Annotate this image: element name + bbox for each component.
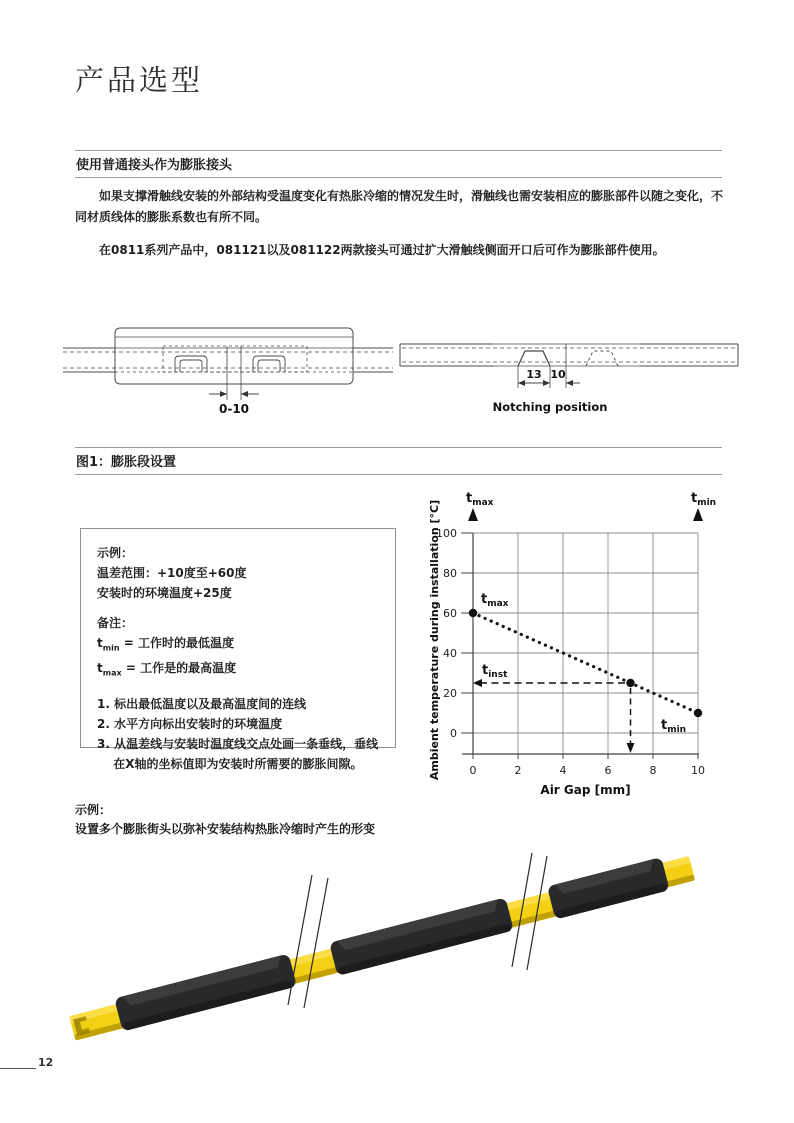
svg-text:0: 0 <box>469 764 477 777</box>
example-caption <box>75 801 375 839</box>
svg-text:2: 2 <box>514 764 522 777</box>
svg-text:tmin: $t_{min}$ <box>661 718 687 735</box>
page-number: 12 <box>38 1056 54 1069</box>
svg-text:10: 10 <box>691 764 705 777</box>
expansion-sleeve-1 <box>114 953 297 1031</box>
notebox-step-3: 3. 从温差线与安装时温度线交点处画一条垂线，垂线在X轴的坐标值即为安装时所需要的膨胀间隙。 <box>97 736 379 771</box>
gap-dimension-label: 0-10 <box>218 402 250 416</box>
dim-10-label: 10 <box>550 368 566 381</box>
svg-text:Ambient temperature during ins: Ambient temperature during installation [°C] <box>428 499 441 781</box>
notebox-step-2: 2. 水平方向标出安装时的环境温度 <box>97 716 283 731</box>
paragraph-thermal-expansion: 如果支撑滑触线安装的外部结构受温度变化有热胀冷缩的情况发生时，滑触线也需安装相应的膨胀部件以随之变化，不同材质线体的膨胀系数也有所不同。 <box>75 189 724 224</box>
notebox-install-line: 安装时的环境温度+25度 <box>97 586 232 600</box>
svg-text:tinst: $t_{inst}$ <box>482 663 508 680</box>
svg-text:40: 40 <box>443 647 457 660</box>
dim-13-label: 13 <box>526 368 542 381</box>
example-caption-text: 设置多个膨胀街头以弥补安装结构热胀冷缩时产生的形变 <box>75 822 376 836</box>
svg-text:tmax: $t_{max}$ <box>481 592 509 609</box>
dim13-arrow-left-icon <box>518 380 525 386</box>
svg-text:20: 20 <box>443 687 457 700</box>
notebox-step-1: 1. 标出最低温度以及最高温度间的连线 <box>97 696 307 711</box>
expansion-sleeve-3 <box>547 857 670 919</box>
example-note-box <box>80 528 396 771</box>
notebox-notes-title: 备注： <box>97 616 134 630</box>
dim13-arrow-right-icon <box>543 380 550 386</box>
paragraph-0811-series: 在0811系列产品中，081121以及081122两款接头可通过扩大滑触线侧面开口后可作为膨胀部件使用。 <box>99 243 665 257</box>
drawing-expansion-joint-left <box>63 312 393 417</box>
notching-position-caption: Notching position <box>492 400 608 414</box>
figure1-heading <box>75 447 722 475</box>
drawing-notching-position-right <box>398 312 740 417</box>
page-title: 产品选型 <box>75 63 204 97</box>
rail-illustration <box>50 845 710 1055</box>
notebox-tmax-definition: $t_{max}$ = 工作是的最高温度 <box>97 661 237 678</box>
svg-text:6: 6 <box>604 764 612 777</box>
svg-text:100: 100 <box>436 527 457 540</box>
figure1-heading-text: 图1：膨胀段设置 <box>76 455 177 470</box>
dim10-arrow-icon <box>566 380 573 386</box>
notebox-example-title: 示例： <box>97 546 134 560</box>
dim-arrow-right-icon <box>220 391 227 397</box>
footer-rule <box>0 1068 36 1069</box>
svg-text:80: 80 <box>443 567 457 580</box>
temperature-airgap-chart <box>425 488 740 806</box>
svg-text:tmin: $t_{min}$ <box>691 491 717 508</box>
svg-text:8: 8 <box>649 764 657 777</box>
svg-text:4: 4 <box>559 764 567 777</box>
notebox-tmin-definition: $t_{min}$ = 工作时的最低温度 <box>97 636 234 653</box>
section-heading-expansion-joint <box>75 150 722 178</box>
intro-paragraphs <box>75 186 723 273</box>
section-heading-text: 使用普通接头作为膨胀接头 <box>76 158 233 173</box>
svg-text:Air Gap [mm]: Air Gap [mm] <box>540 783 631 797</box>
dim-arrow-left-icon <box>241 391 248 397</box>
svg-text:60: 60 <box>443 607 457 620</box>
svg-text:tmax: $t_{max}$ <box>466 491 494 508</box>
svg-text:0: 0 <box>450 727 457 740</box>
example-caption-title: 示例： <box>75 803 112 817</box>
expansion-sleeve-2 <box>329 897 514 975</box>
notebox-range-line: 温差范围：+10度至+60度 <box>97 566 247 580</box>
